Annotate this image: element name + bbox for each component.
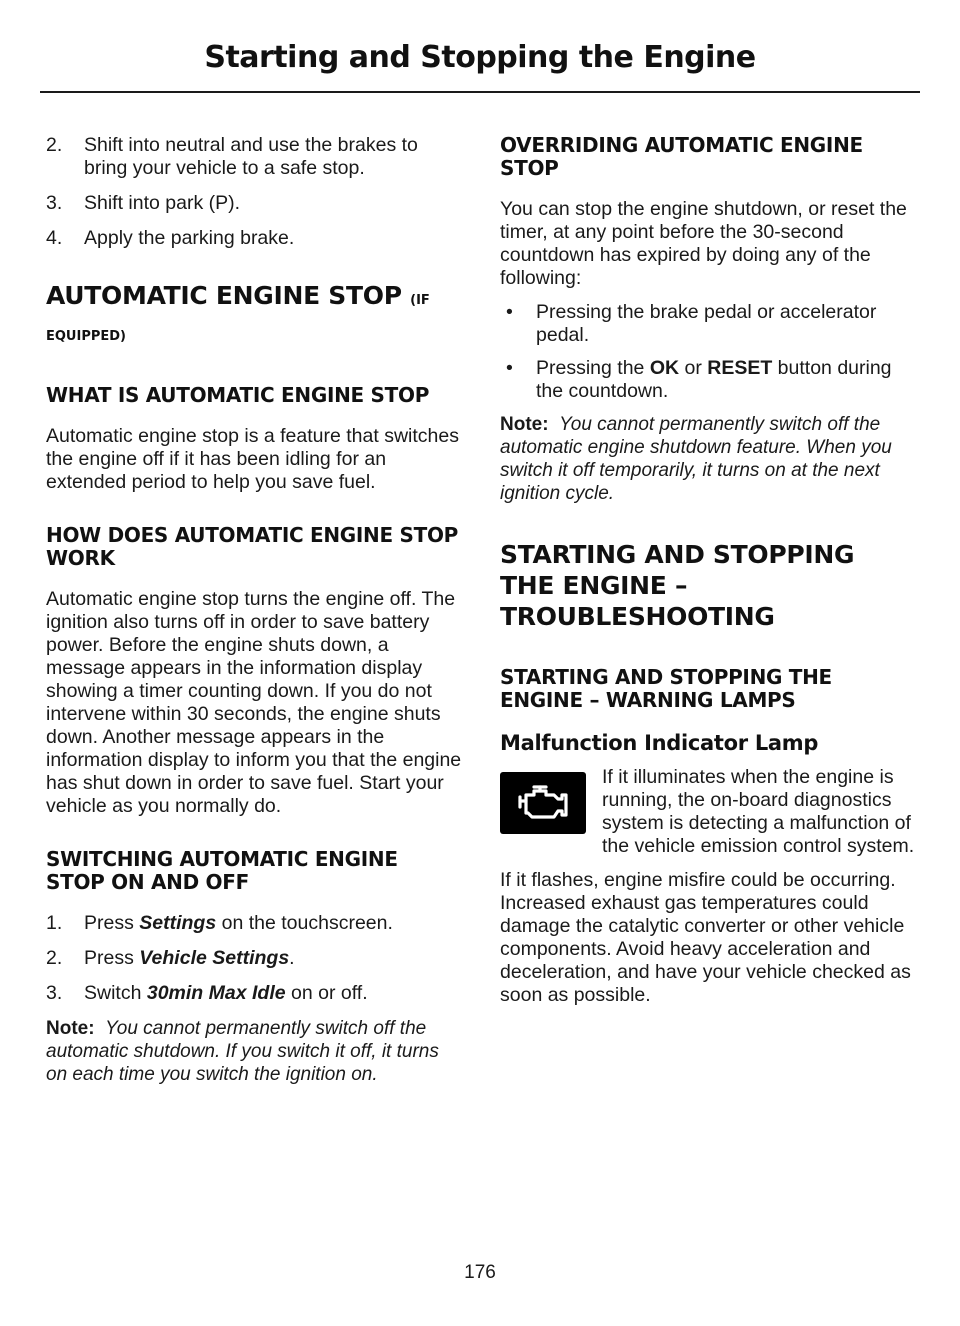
section-heading-troubleshooting: STARTING AND STOPPING THE ENGINE – TROUBLESHOOTING — [500, 540, 855, 631]
list-item: 4. Apply the parking brake. — [46, 227, 295, 249]
page-number: 176 — [464, 1262, 496, 1283]
stopping-steps-list — [46, 134, 462, 250]
page-title: Starting and Stopping the Engine — [204, 40, 756, 75]
paragraph-what-is: Automatic engine stop is a feature that switches the engine off if it has been idling for an extended period to help you save fuel. — [46, 425, 459, 493]
mil-block — [500, 766, 916, 858]
subheading-mil: Malfunction Indicator Lamp — [500, 731, 819, 755]
subheading-overriding: OVERRIDING AUTOMATIC ENGINE STOP — [500, 133, 863, 180]
check-engine-icon-glyph — [512, 781, 574, 825]
subheading-how: HOW DOES AUTOMATIC ENGINE STOP WORK — [46, 523, 459, 570]
subheading-switching: SWITCHING AUTOMATIC ENGINE STOP ON AND OFF — [46, 847, 398, 894]
switching-steps-list — [46, 912, 462, 1005]
list-item: 3. Switch 30min Max Idle on or off. — [46, 982, 368, 1004]
page-header — [40, 40, 920, 75]
right-column — [500, 134, 916, 1018]
paragraph-how: Automatic engine stop turns the engine off. The ignition also turns off in order to save battery power. Before the engine shuts down, a message appears in the information display showing a timer counting down. If you do not intervene within 30 seconds, the engine shuts down. Another message appears in the information display to inform you that the engine has shut down in order to save fuel. Start your vehicle as you normally do. — [46, 588, 462, 817]
check-engine-icon — [500, 772, 586, 834]
subheading-what-is: WHAT IS AUTOMATIC ENGINE STOP — [46, 383, 430, 407]
list-item: 3. Shift into park (P). — [46, 192, 241, 214]
list-item: • Pressing the OK or RESET button during the countdown. — [506, 357, 892, 402]
header-divider — [40, 91, 920, 93]
paragraph-flash: If it flashes, engine misfire could be occurring. Increased exhaust gas temperatures could damage the catalytic converter or other vehicle components. Avoid heavy acceleration and deceleration, and have your vehicle checked as soon as possible. — [500, 869, 911, 1006]
note-switching: Note: You cannot permanently switch off the automatic shutdown. If you switch it off, it turns on each time you switch the ignition on. — [46, 1018, 439, 1085]
paragraph-mil: If it illuminates when the engine is running, the on-board diagnostics system is detecting a malfunction of the vehicle emission control system. — [602, 766, 915, 857]
list-item: • Pressing the brake pedal or accelerator pedal. — [506, 301, 877, 346]
note-overriding: Note: You cannot permanently switch off the automatic engine shutdown feature. When you switch it off temporarily, it turns on at the next ignition cycle. — [500, 414, 892, 504]
section-heading-auto-stop: AUTOMATIC ENGINE STOP (IF EQUIPPED) — [46, 281, 430, 344]
paragraph-overriding: You can stop the engine shutdown, or reset the timer, at any point before the 30-second countdown has expired by doing any of the following: — [500, 198, 907, 289]
list-item: 2. Shift into neutral and use the brakes to bring your vehicle to a safe stop. — [46, 134, 418, 179]
left-column — [46, 134, 462, 1086]
subheading-warning-lamps: STARTING AND STOPPING THE ENGINE – WARNING LAMPS — [500, 665, 832, 712]
list-item: 2. Press Vehicle Settings. — [46, 947, 295, 969]
override-bullet-list — [500, 301, 916, 403]
list-item: 1. Press Settings on the touchscreen. — [46, 912, 393, 934]
